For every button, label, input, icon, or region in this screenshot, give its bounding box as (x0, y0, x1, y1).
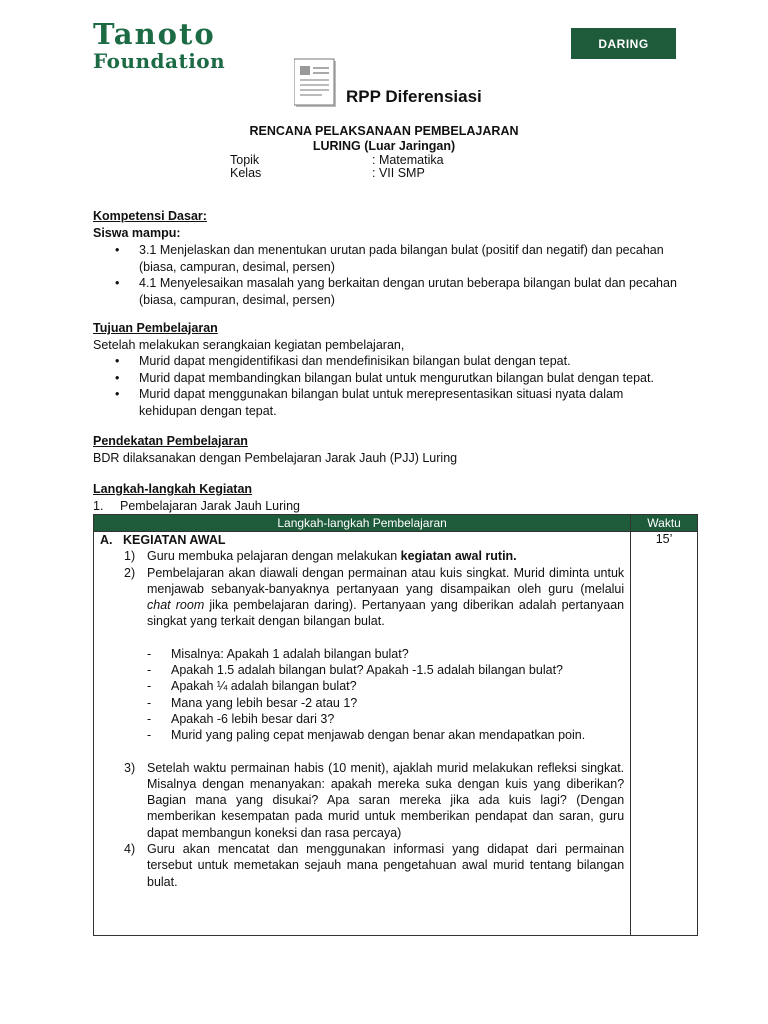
step-4-text: Guru akan mencatat dan menggunakan informasi yang didapat dari permainan tersebut untuk memetakan sejauh mana pengetahuan awal murid tentang bilangan bulat. (147, 842, 625, 889)
kompetensi-section (93, 208, 683, 308)
example-list (147, 646, 624, 744)
section-a-title (94, 532, 630, 548)
step-4 (124, 841, 624, 890)
meta-value: : VII SMP (372, 166, 425, 180)
pendekatan-heading: Pendekatan Pembelajaran (93, 434, 248, 448)
section-title: KEGIATAN AWAL (123, 533, 226, 547)
steps-table (93, 514, 698, 936)
langkah-heading: Langkah-langkah Kegiatan (93, 482, 253, 496)
tujuan-heading: Tujuan Pembelajaran (93, 321, 218, 335)
step-3 (124, 760, 624, 841)
step-2-text-a: Pembelajaran akan diawali dengan permainan atau kuis singkat. Murid diminta untuk menjawab sebanyak-banyaknya pertanyaan yang disampaikan oleh guru (melalui (147, 565, 625, 596)
step-number: 1) (124, 549, 136, 564)
section-letter: A. (100, 533, 113, 547)
langkah-section (93, 481, 683, 514)
list-item: • Murid dapat membandingkan bilangan bulat untuk mengurutkan bilangan bulat dengan tepat. (93, 370, 683, 387)
tanoto-foundation-logo (93, 17, 226, 73)
kompetensi-sub: Siswa mampu: (93, 225, 181, 240)
step-number: 4) (124, 842, 136, 857)
list-item: - Apakah 1.5 adalah bilangan bulat? Apakah -1.5 adalah bilangan bulat? (147, 662, 624, 678)
step-1-bold: kegiatan awal rutin. (400, 549, 517, 564)
list-item: - Murid yang paling cepat menjawab dengan benar akan mendapatkan poin. (147, 727, 624, 743)
logo-line-2: Foundation (93, 49, 226, 73)
pendekatan-text: BDR dilaksanakan dengan Pembelajaran Jarak Jauh (PJJ) Luring (93, 450, 458, 465)
list-item: - Mana yang lebih besar -2 atau 1? (147, 695, 624, 711)
langkah-item-text: Pembelajaran Jarak Jauh Luring (120, 498, 300, 513)
list-item: - Apakah ¼ adalah bilangan bulat? (147, 678, 624, 694)
kompetensi-heading: Kompetensi Dasar: (93, 209, 207, 223)
page-title: RPP Diferensiasi (346, 87, 482, 106)
logo-line-1: Tanoto (93, 17, 216, 51)
steps-cell (94, 532, 631, 936)
meta-kelas (230, 166, 425, 180)
meta-topik (230, 153, 444, 167)
step-2-text-b: jika pembelajaran daring). Pertanyaan yang diberikan adalah pertanyaan singkat yang terkait dengan bilangan bulat. (147, 598, 625, 629)
step-1 (124, 548, 624, 564)
document-icon (294, 57, 340, 109)
daring-badge: DARING (571, 28, 676, 59)
plan-heading: RENCANA PELAKSANAAN PEMBELAJARAN (249, 124, 519, 138)
step-number: 3) (124, 760, 136, 775)
step-3-text: Setelah waktu permainan habis (10 menit), ajaklah murid melakukan refleksi singkat. Misalnya dengan menanyakan: apakah mereka suka dengan kuis yang diberikan? Bagian mana yang disukai? Apa saran mereka jika ada kuis lagi? (Dengan memberikan kesempatan pada murid untuk memberikan pendapat dan saran, guru dapat membangun koneksi dan rasa percaya) (147, 760, 625, 840)
pendekatan-section (93, 433, 683, 466)
step-2 (124, 565, 624, 760)
meta-label: Topik (230, 153, 260, 167)
langkah-item (93, 498, 683, 515)
step-number: 2) (124, 565, 136, 580)
list-item: - Apakah -6 lebih besar dari 3? (147, 711, 624, 727)
meta-value: : Matematika (372, 153, 444, 167)
list-item: • 4.1 Menyelesaikan masalah yang berkaitan dengan urutan beberapa bilangan bulat dan pecahan (biasa, campuran, desimal, persen) (93, 275, 683, 308)
list-item: • Murid dapat mengidentifikasi dan mendefinisikan bilangan bulat dengan tepat. (93, 353, 683, 370)
plan-subheading: LURING (Luar Jaringan) (312, 139, 456, 153)
step-2-italic: chat room (147, 598, 205, 613)
step-1-text: Guru membuka pelajaran dengan melakukan (147, 549, 401, 564)
list-item: • Murid dapat menggunakan bilangan bulat untuk merepresentasikan situasi nyata dalam kehidupan dengan tepat. (93, 386, 683, 419)
column-header-steps: Langkah-langkah Pembelajaran (94, 515, 631, 532)
table-row (94, 532, 698, 936)
list-item: - Misalnya: Apakah 1 adalah bilangan bulat? (147, 646, 624, 662)
list-item: • 3.1 Menjelaskan dan menentukan urutan pada bilangan bulat (positif dan negatif) dan pecahan (biasa, campuran, desimal, persen) (93, 242, 683, 275)
column-header-waktu: Waktu (631, 515, 698, 532)
tujuan-section (93, 320, 683, 419)
waktu-cell: 15’ (631, 532, 698, 936)
langkah-item-number: 1. (93, 498, 104, 513)
tujuan-intro: Setelah melakukan serangkaian kegiatan pembelajaran, (93, 337, 405, 352)
table-header-row (94, 515, 698, 532)
meta-label: Kelas (230, 166, 262, 180)
